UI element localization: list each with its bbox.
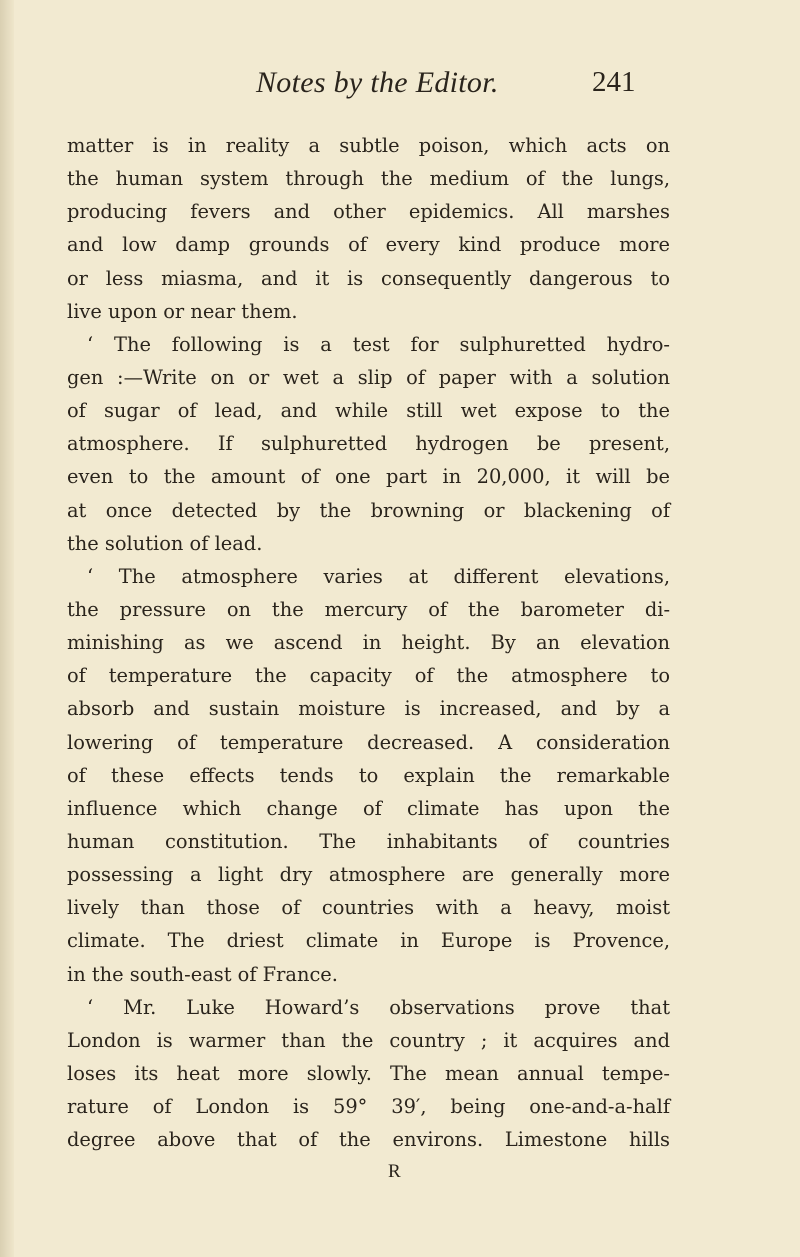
text-line: live upon or near them.: [67, 299, 298, 323]
text-line: lowering of temperature decreased. A consideration: [67, 730, 670, 754]
text-line: producing fevers and other epidemics. All marshes: [67, 200, 670, 224]
text-line: gen :—Write on or wet a slip of paper with a solution: [67, 365, 670, 389]
text-line: atmosphere. If sulphuretted hydrogen be present,: [67, 432, 670, 456]
text-line: at once detected by the browning or blackening of: [67, 498, 670, 522]
body-text: [67, 129, 670, 1156]
running-title: Notes by the Editor.: [256, 66, 499, 99]
text-line: of these effects tends to explain the remarkable: [67, 763, 670, 787]
text-line: loses its heat more slowly. The mean annual tempe-: [67, 1061, 670, 1085]
text-line: influence which change of climate has upon the: [67, 796, 670, 820]
text-line: ‘ The following is a test for sulphuretted hydro-: [87, 332, 670, 356]
text-line: possessing a light dry atmosphere are generally more: [67, 863, 670, 887]
text-line: of sugar of lead, and while still wet expose to the: [67, 399, 670, 423]
text-line: minishing as we ascend in height. By an elevation: [67, 631, 670, 655]
text-line: the human system through the medium of the lungs,: [67, 167, 670, 191]
text-line: lively than those of countries with a heavy, moist: [67, 896, 670, 920]
page-edge: [0, 0, 14, 1257]
text-line: in the south-east of France.: [67, 962, 338, 986]
text-line: and low damp grounds of every kind produce more: [67, 233, 670, 257]
text-line: absorb and sustain moisture is increased, and by a: [67, 697, 670, 721]
page-number: 241: [592, 66, 636, 98]
text-line: of temperature the capacity of the atmosphere to: [67, 664, 670, 688]
text-line: London is warmer than the country ; it acquires and: [67, 1028, 670, 1052]
text-line: or less miasma, and it is consequently dangerous to: [67, 266, 670, 290]
signature-mark: R: [388, 1161, 401, 1182]
text-line: degree above that of the environs. Limestone hills: [67, 1128, 670, 1152]
text-line: the pressure on the mercury of the barometer di-: [67, 597, 670, 621]
text-line: ‘ Mr. Luke Howard’s observations prove that: [87, 995, 670, 1019]
text-line: ‘ The atmosphere varies at different elevations,: [87, 564, 670, 588]
text-line: climate. The driest climate in Europe is Provence,: [67, 929, 670, 953]
text-line: the solution of lead.: [67, 531, 263, 555]
text-line: matter is in reality a subtle poison, which acts on: [67, 134, 670, 157]
text-line: human constitution. The inhabitants of countries: [67, 829, 670, 853]
text-line: rature of London is 59° 39′, being one-and-a-half: [67, 1095, 670, 1119]
page-header: [0, 66, 800, 106]
text-line: even to the amount of one part in 20,000, it will be: [67, 465, 670, 489]
